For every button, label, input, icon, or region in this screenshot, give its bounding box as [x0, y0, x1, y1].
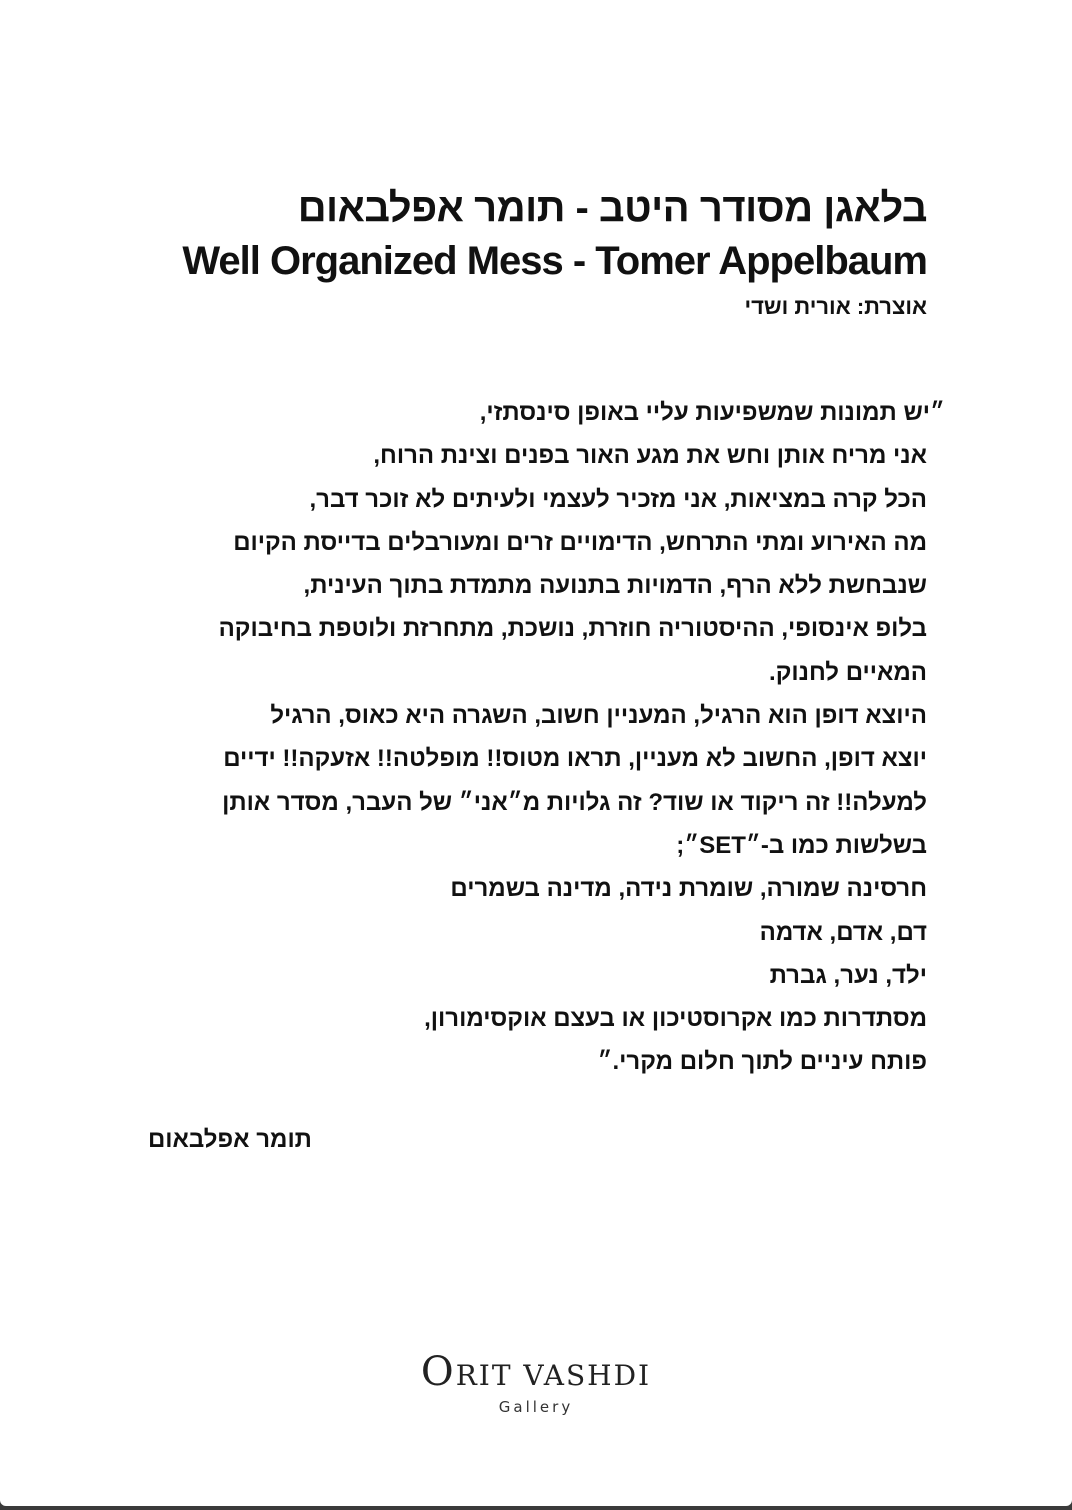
poem-line: ״יש תמונות שמשפיעות עליי באופן סינסתזי,	[479, 399, 945, 426]
poem-line: פותח עיניים לתוך חלום מקרי.״	[597, 1048, 927, 1076]
poem-line: למעלה!! זה ריקוד או שוד? זה גלויות מ״אני״ של העבר, מסדר אותן	[222, 788, 927, 816]
gallery-logo-name-rest: RIT VASHDI	[455, 1359, 652, 1392]
author-signature: תומר אפלבאום	[148, 1126, 312, 1153]
poem-line: שנבחשת ללא הרף, הדמויות בתנועה מתמדת בתוך העינית,	[303, 572, 927, 600]
poem-line: בשלשות כמו ב-״SET״;	[676, 831, 927, 859]
poem-line: מה האירוע ומתי התרחש, הדימויים זרים ומעורבלים בדייסת הקיום	[233, 528, 927, 556]
gallery-logo-name	[336, 1349, 736, 1396]
poem-line: חרסינה שמורה, שומרת נידה, מדינה בשמרים	[450, 875, 927, 903]
poem-line: המאיים לחנוק.	[769, 658, 927, 686]
title-english: Well Organized Mess - Tomer Appelbaum	[182, 239, 927, 283]
gallery-logo	[336, 1349, 736, 1418]
poem-line: דם, אדם, אדמה	[759, 918, 927, 946]
poem-line: ילד, נער, גברת	[769, 961, 927, 989]
gallery-logo-initial: O	[420, 1349, 456, 1395]
poem-line: היוצא דופן הוא הרגיל, המעניין חשוב, השגרה היא כאוס, הרגיל	[270, 702, 927, 730]
curator-credit: אוצרת: אורית ושדי	[744, 294, 927, 319]
title-hebrew: בלאגן מסודר היטב - תומר אפלבאום	[297, 186, 927, 230]
poem-line: הכל קרה במציאות, אני מזכיר לעצמי ולעיתים לא זוכר דבר,	[309, 485, 927, 513]
poem-line: יוצא דופן, החשוב לא מעניין, תראו מטוס!! מופלטה!! אזעקה!! ידיים	[223, 745, 927, 773]
poem-text	[137, 391, 945, 1084]
poem-line: בלופ אינסופי, ההיסטוריה חוזרת, נושכת, מתחרזת ולוטפת בחיבוקה	[218, 615, 927, 643]
poem-line: אני מריח אותן וחש את מגע האור בפנים וצינת הרוח,	[373, 442, 927, 470]
gallery-logo-subtitle: Gallery	[498, 1398, 574, 1416]
poem-line: מסתדרות כמו אקרוסטיכון או בעצם אוקסימורון,	[424, 1005, 927, 1033]
